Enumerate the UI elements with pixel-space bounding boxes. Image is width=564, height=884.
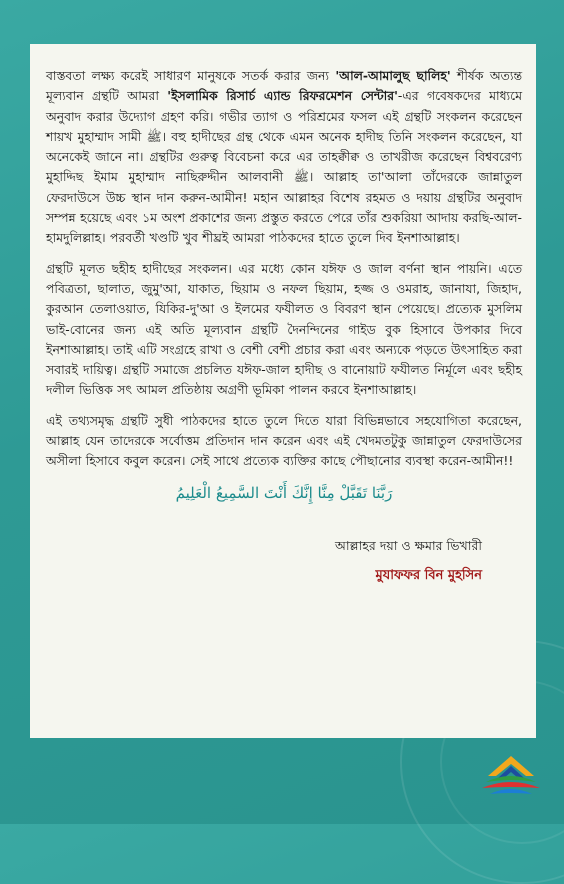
publisher-logo-icon — [476, 752, 546, 802]
paragraph-text: -এর গবেষকদের মাধ্যমে অনুবাদ করার উদ্যোগ গ্রহণ করি। গভীর ত্যাগ ও পরিশ্রমের ফসল এই গ্রন্থটি সংকলন করেছেন শায়খ মুহাম্মাদ সামী ﷺ। বহু হাদীছের গ্রন্থ থেকে এমন অনেক হাদীছ তিনি সংকলন করেছেন, যা অনেকেই জানে না। গ্রন্থটির গুরুত্ব বিবেচনা করে এর তাহক্বীক্ব ও তাখরীজ করেছেন বিশ্ববরেণ্য মুহাদ্দিছ ইমাম মুহাম্মাদ নাছিরুদ্দীন আলবানী ﷺ। আল্লাহ তা'আলা তাঁদেরকে জান্নাতুল ফেরদাউসে উচ্চ স্থান দান করুন-আমীন! মহান আল্লাহর বিশেষ রহমত ও দয়ায় গ্রন্থটির অনুবাদ সম্পন্ন হয়েছে এবং ১ম অংশ প্রকাশের জন্য প্রস্তুত করতে পেরে তাঁর শুকরিয়া আদায় করছি-আল-হামদুলিল্লাহ। পরবর্তী খণ্ডটি খুব শীঘ্রই আমরা পাঠকদের হাতে তুলে দিব ইনশাআল্লাহ। — [46, 88, 522, 246]
arabic-dua: رَبَّنَا تَقَبَّلْ مِنَّا إِنَّكَ أَنْتَ السَّمِيعُ الْعَلِيمُ — [175, 483, 393, 502]
signature-name: মুযাফফর বিন মুহসিন — [375, 567, 482, 583]
paragraph — [46, 411, 522, 472]
paragraph — [46, 259, 522, 401]
paragraph-text: এই তথ্যসমৃদ্ধ গ্রন্থটি সুধী পাঠকদের হাতে তুলে দিতে যারা বিভিন্নভাবে সহযোগিতা করেছেন, আল্লাহ যেন তাদেরকে সর্বোত্তম প্রতিদান দান করেন এবং এই খেদমতটুকু জান্নাতুল ফেরদাউসের অসীলা হিসাবে কবুল করেন। সেই সাথে প্রত্যেক ব্যক্তির কাছে পৌছানোর ব্যবস্থা করেন-আমীন!! — [46, 412, 522, 469]
signature-block — [46, 538, 522, 587]
paragraph — [46, 66, 522, 249]
paragraph-text: শীর্ষক অত্যন্ত মূল্যবান গ্রন্থটি আমরা — [46, 68, 522, 104]
paragraph-text: বাস্তবতা লক্ষ্য করেই সাধারণ মানুষকে সতর্ক করার জন্য — [46, 68, 336, 83]
signature-line: আল্লাহর দয়া ও ক্ষমার ভিখারী — [334, 537, 482, 553]
paragraph-text: গ্রন্থটি মূলত ছহীহ হাদীছের সংকলন। এর মধ্যে কোন যঈফ ও জাল বর্ণনা স্থান পায়নি। এতে পবিত্রতা, ছালাত, জুমু'আ, যাকাত, ছিয়াম ও নফল ছিয়াম, হজ্জ ও ওমরাহ, জানাযা, জিহাদ, কুরআন তেলাওয়াত, যিকির-দু'আ ও ইলমের ফযীলত ও বিবরণ স্থান পেয়েছে। প্রত্যেক মুসলিম ভাই-বোনের জন্য এই অতি মূল্যবান গ্রন্থটি দৈনন্দিনের গাইড বুক হিসাবে উপকার দিবে ইনশাআল্লাহ। তাই এটি সংগ্রহে রাখা ও বেশী বেশী প্রচার করা এবং অন্যকে পড়তে উৎসাহিত করা সবারই দায়িত্ব। গ্রন্থটি সমাজে প্রচলিত যঈফ-জাল হাদীছ ও বানোয়াট ফযীলত নির্মূলে এবং ছহীহ দলীল ভিত্তিক সৎ আমল প্রতিষ্ঠায় অগ্রণী ভূমিকা পালন করবে ইনশাআল্লাহ। — [46, 260, 522, 398]
book-title: 'আল-আমালুছ ছালিহ' — [335, 68, 451, 83]
text-panel — [30, 44, 536, 738]
organization-name: 'ইসলামিক রিসার্চ এ্যান্ড রিফরমেশন সেন্টার' — [167, 88, 398, 104]
